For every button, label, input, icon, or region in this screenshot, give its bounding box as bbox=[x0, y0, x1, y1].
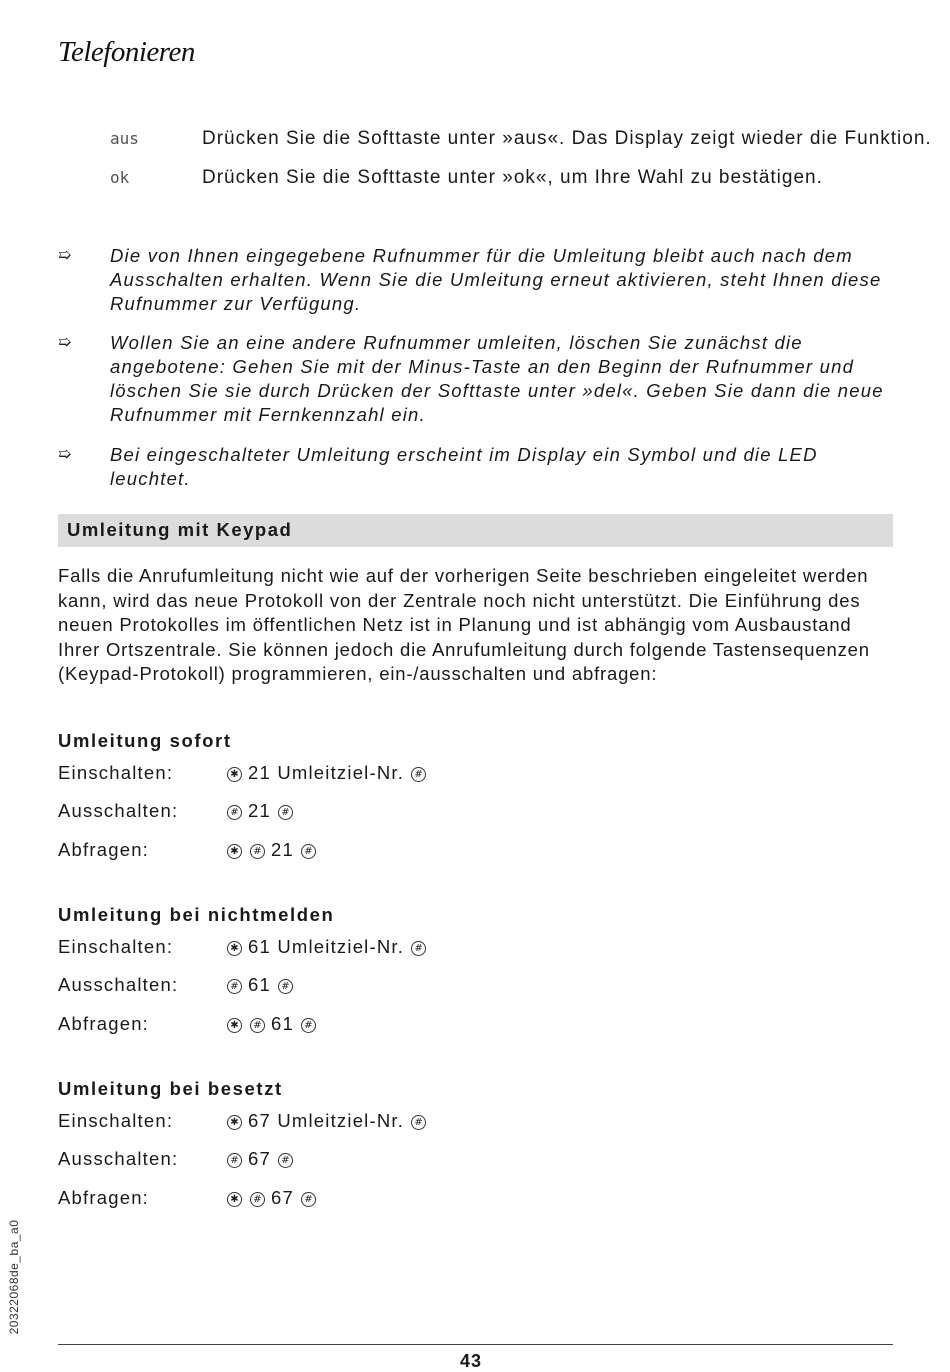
key-code: 61 Umleitziel-Nr. bbox=[248, 936, 405, 957]
document-code: 20322068de_ba_a0 bbox=[7, 1219, 21, 1335]
key-sequence-row bbox=[58, 1110, 432, 1132]
key-sequence-row bbox=[58, 936, 432, 958]
star-key-icon: ✱ bbox=[227, 767, 242, 782]
key-code: 61 bbox=[271, 1013, 294, 1034]
row-label: Einschalten: bbox=[58, 936, 174, 957]
key-sequence-row bbox=[58, 839, 322, 861]
star-key-icon: ✱ bbox=[227, 941, 242, 956]
hash-key-icon: # bbox=[278, 979, 293, 994]
note-text: Bei eingeschalteter Umleitung erscheint im Display ein Symbol und die LED leuchtet. bbox=[110, 444, 818, 489]
hash-key-icon: # bbox=[411, 941, 426, 956]
section-intro-paragraph: Falls die Anrufumleitung nicht wie auf der vorherigen Seite beschrieben eingeleitet werden kann, wird das neue Protokoll von der Zentrale noch nicht unterstützt. Die Einführung des neuen Protokolles im öffentlichen Netz ist in Planung und ist abhängig vom Ausbaustand Ihrer Ortszentrale. Sie können jedoch die Anrufumleitung durch folgende Tastensequenzen (Keypad-Protokoll) programmieren, ein-/ausschalten und abfragen: bbox=[58, 565, 870, 684]
note-arrow-icon: ➯ bbox=[58, 446, 73, 463]
group-title: Umleitung sofort bbox=[58, 730, 232, 751]
softkey-row-ok bbox=[110, 167, 823, 189]
hash-key-icon: # bbox=[250, 1192, 265, 1207]
hash-key-icon: # bbox=[250, 1018, 265, 1033]
key-code: 67 bbox=[271, 1187, 294, 1208]
key-code: 67 bbox=[248, 1148, 271, 1169]
row-label: Ausschalten: bbox=[58, 800, 179, 821]
hash-key-icon: # bbox=[278, 1153, 293, 1168]
key-sequence-row bbox=[58, 974, 299, 996]
hash-key-icon: # bbox=[411, 767, 426, 782]
group-title: Umleitung bei besetzt bbox=[58, 1078, 283, 1099]
page-header-title: Telefonieren bbox=[58, 36, 195, 68]
row-label: Ausschalten: bbox=[58, 1148, 179, 1169]
key-code: 21 bbox=[248, 800, 271, 821]
hash-key-icon: # bbox=[301, 1018, 316, 1033]
hash-key-icon: # bbox=[301, 1192, 316, 1207]
key-code: 67 Umleitziel-Nr. bbox=[248, 1110, 405, 1131]
note-text: Wollen Sie an eine andere Rufnummer umleiten, löschen Sie zunächst die angebotene: Gehen Sie mit der Minus-Taste an den Beginn der Rufnummer und löschen Sie sie durch Drücken der Softtaste unter »del«. Geben Sie dann die neue Rufnummer mit Fernkennzahl ein. bbox=[110, 332, 884, 425]
star-key-icon: ✱ bbox=[227, 1115, 242, 1130]
star-key-icon: ✱ bbox=[227, 1018, 242, 1033]
footer-divider bbox=[58, 1344, 893, 1345]
row-label: Abfragen: bbox=[58, 1187, 150, 1208]
key-code: 61 bbox=[248, 974, 271, 995]
key-sequence-row bbox=[58, 1148, 299, 1170]
note-arrow-icon: ➯ bbox=[58, 247, 73, 264]
row-label: Einschalten: bbox=[58, 762, 174, 783]
star-key-icon: ✱ bbox=[227, 844, 242, 859]
key-code: 21 bbox=[271, 839, 294, 860]
hash-key-icon: # bbox=[278, 805, 293, 820]
note-item bbox=[58, 443, 888, 491]
hash-key-icon: # bbox=[250, 844, 265, 859]
note-item bbox=[58, 331, 888, 427]
group-title: Umleitung bei nichtmelden bbox=[58, 904, 335, 925]
section-title: Umleitung mit Keypad bbox=[67, 519, 293, 540]
row-label: Abfragen: bbox=[58, 839, 150, 860]
hash-key-icon: # bbox=[227, 805, 242, 820]
row-label: Abfragen: bbox=[58, 1013, 150, 1034]
row-label: Einschalten: bbox=[58, 1110, 174, 1131]
softkey-label: ok bbox=[110, 168, 130, 187]
key-sequence-row bbox=[58, 1013, 322, 1035]
softkey-label: aus bbox=[110, 129, 139, 148]
note-item bbox=[58, 244, 888, 316]
hash-key-icon: # bbox=[301, 844, 316, 859]
softkey-description: Drücken Sie die Softtaste unter »ok«, um Ihre Wahl zu bestätigen. bbox=[202, 167, 823, 188]
hash-key-icon: # bbox=[227, 979, 242, 994]
key-sequence-row bbox=[58, 1187, 322, 1209]
star-key-icon: ✱ bbox=[227, 1192, 242, 1207]
key-sequence-row bbox=[58, 762, 432, 784]
key-code: 21 Umleitziel-Nr. bbox=[248, 762, 405, 783]
note-arrow-icon: ➯ bbox=[58, 334, 73, 351]
section-heading-bar bbox=[58, 514, 893, 547]
hash-key-icon: # bbox=[227, 1153, 242, 1168]
softkey-row-aus bbox=[110, 128, 932, 150]
row-label: Ausschalten: bbox=[58, 974, 179, 995]
page-number: 43 bbox=[460, 1351, 483, 1371]
hash-key-icon: # bbox=[411, 1115, 426, 1130]
note-text: Die von Ihnen eingegebene Rufnummer für die Umleitung bleibt auch nach dem Ausschalten erhalten. Wenn Sie die Umleitung erneut aktivieren, steht Ihnen diese Rufnummer zur Verfügung. bbox=[110, 245, 882, 314]
key-sequence-row bbox=[58, 800, 299, 822]
softkey-description: Drücken Sie die Softtaste unter »aus«. Das Display zeigt wieder die Funktion. bbox=[202, 128, 932, 149]
